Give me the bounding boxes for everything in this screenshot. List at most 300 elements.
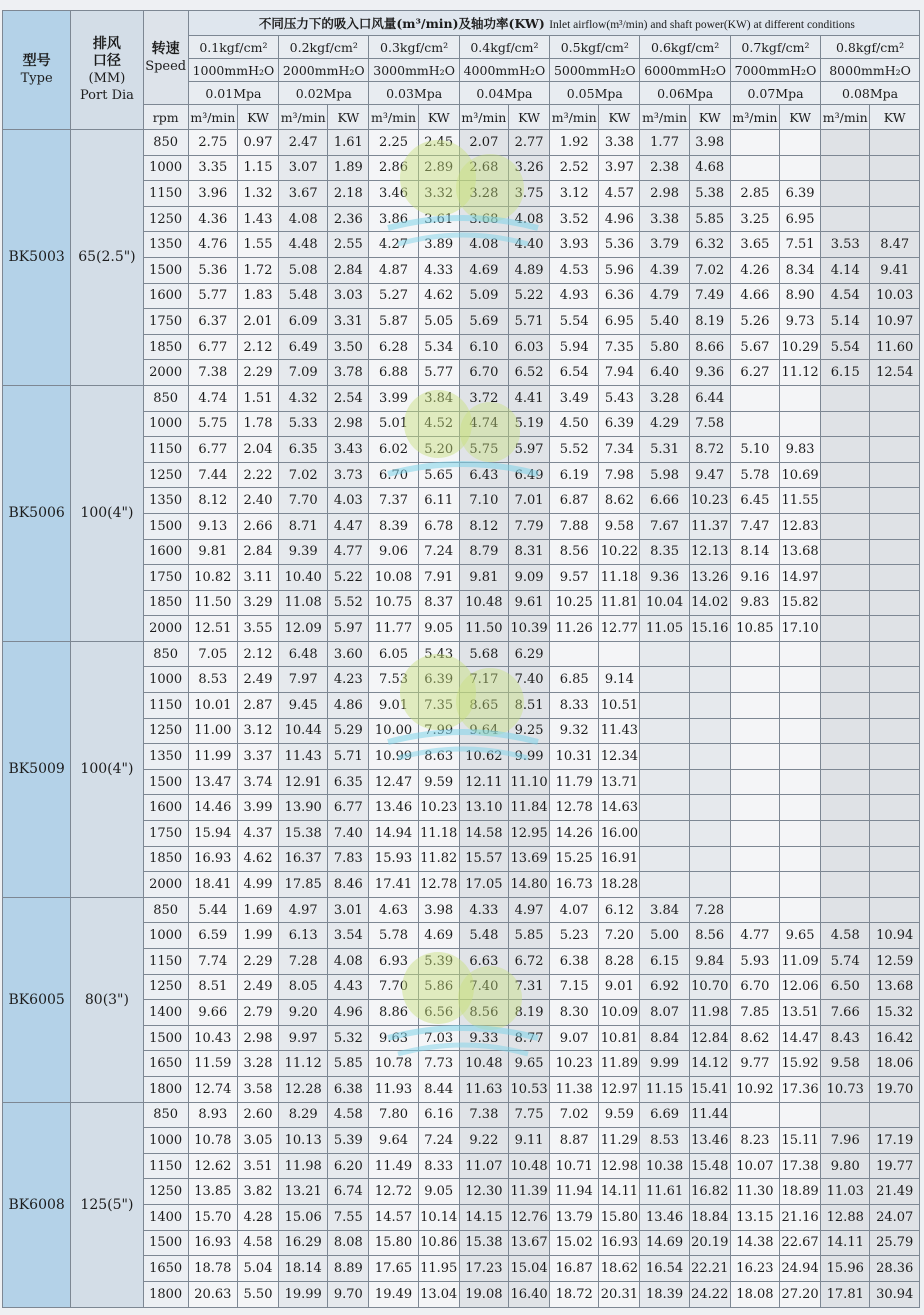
power-cell: 5.71 — [508, 309, 549, 335]
airflow-cell: 15.57 — [459, 846, 508, 872]
power-cell: 11.18 — [599, 565, 640, 591]
power-cell — [689, 693, 730, 719]
power-cell: 6.16 — [418, 1102, 459, 1128]
airflow-cell: 9.01 — [369, 693, 418, 719]
airflow-cell: 6.19 — [550, 462, 599, 488]
power-cell: 10.48 — [508, 1153, 549, 1179]
airflow-cell: 9.63 — [369, 1025, 418, 1051]
speed-cell: 1400 — [143, 1204, 188, 1230]
airflow-cell: 5.08 — [279, 257, 328, 283]
pressure-mmh2o-header: 5000mmH₂O — [550, 59, 640, 82]
airflow-cell: 5.80 — [640, 334, 689, 360]
power-cell: 4.62 — [418, 283, 459, 309]
power-cell: 5.52 — [328, 590, 369, 616]
airflow-cell: 4.08 — [459, 232, 508, 258]
airflow-cell: 7.53 — [369, 667, 418, 693]
airflow-cell: 15.38 — [459, 1230, 508, 1256]
airflow-cell — [730, 744, 779, 770]
airflow-cell: 6.63 — [459, 949, 508, 975]
pressure-mpa-header: 0.02Mpa — [279, 82, 369, 105]
airflow-cell: 5.48 — [279, 283, 328, 309]
power-cell: 10.39 — [508, 616, 549, 642]
airflow-cell: 3.96 — [188, 181, 237, 207]
airflow-cell: 8.87 — [550, 1128, 599, 1154]
airflow-cell: 9.64 — [369, 1128, 418, 1154]
port-header — [71, 11, 143, 130]
power-cell: 9.14 — [599, 667, 640, 693]
airflow-cell: 8.35 — [640, 539, 689, 565]
power-cell: 24.94 — [780, 1256, 821, 1282]
power-cell: 3.50 — [328, 334, 369, 360]
power-cell: 9.05 — [418, 616, 459, 642]
power-cell: 9.36 — [689, 360, 730, 386]
airflow-cell — [821, 641, 870, 667]
airflow-cell — [821, 667, 870, 693]
speed-cell: 1250 — [143, 718, 188, 744]
airflow-cell: 11.00 — [188, 718, 237, 744]
airflow-cell: 15.38 — [279, 821, 328, 847]
power-cell: 4.28 — [237, 1204, 278, 1230]
airflow-cell — [821, 539, 870, 565]
power-cell: 7.40 — [508, 667, 549, 693]
power-cell: 5.32 — [328, 1025, 369, 1051]
power-cell: 11.44 — [689, 1102, 730, 1128]
power-cell: 7.35 — [599, 334, 640, 360]
power-cell: 2.12 — [237, 334, 278, 360]
power-cell: 15.41 — [689, 1076, 730, 1102]
type-header-en: Type — [20, 71, 53, 86]
power-cell: 11.43 — [599, 718, 640, 744]
table-row — [3, 385, 920, 411]
power-cell: 3.37 — [237, 744, 278, 770]
airflow-cell: 11.98 — [279, 1153, 328, 1179]
airflow-cell — [640, 667, 689, 693]
power-cell: 9.41 — [870, 257, 920, 283]
airflow-cell: 7.38 — [188, 360, 237, 386]
airflow-cell: 10.48 — [459, 1051, 508, 1077]
airflow-cell: 4.97 — [279, 897, 328, 923]
airflow-cell: 10.92 — [730, 1076, 779, 1102]
power-cell: 5.38 — [689, 181, 730, 207]
airflow-cell: 11.12 — [279, 1051, 328, 1077]
airflow-cell: 13.21 — [279, 1179, 328, 1205]
airflow-cell: 5.10 — [730, 437, 779, 463]
power-cell: 15.48 — [689, 1153, 730, 1179]
airflow-cell: 6.15 — [821, 360, 870, 386]
power-cell: 4.03 — [328, 488, 369, 514]
power-cell — [870, 769, 920, 795]
power-cell: 2.04 — [237, 437, 278, 463]
airflow-cell: 9.13 — [188, 513, 237, 539]
airflow-cell: 9.64 — [459, 718, 508, 744]
airflow-cell: 6.66 — [640, 488, 689, 514]
power-cell: 20.31 — [599, 1281, 640, 1307]
power-cell: 8.90 — [780, 283, 821, 309]
pressure-kgf-header: 0.6kgf/cm² — [640, 36, 730, 59]
power-cell: 14.02 — [689, 590, 730, 616]
airflow-cell: 3.93 — [550, 232, 599, 258]
airflow-cell: 11.79 — [550, 769, 599, 795]
power-cell: 6.11 — [418, 488, 459, 514]
power-cell: 2.84 — [237, 539, 278, 565]
power-cell: 4.08 — [328, 949, 369, 975]
airflow-cell: 7.74 — [188, 949, 237, 975]
airflow-cell: 5.23 — [550, 923, 599, 949]
speed-cell: 2000 — [143, 872, 188, 898]
power-cell: 15.82 — [780, 590, 821, 616]
airflow-cell: 6.85 — [550, 667, 599, 693]
power-cell — [870, 565, 920, 591]
pressure-mmh2o-header: 1000mmH₂O — [188, 59, 278, 82]
port-diameter-cell: 100(4") — [71, 641, 143, 897]
power-cell: 14.47 — [780, 1025, 821, 1051]
airflow-cell: 7.09 — [279, 360, 328, 386]
power-unit-header: KW — [599, 105, 640, 130]
power-cell: 6.20 — [328, 1153, 369, 1179]
airflow-cell: 11.50 — [459, 616, 508, 642]
airflow-cell: 2.75 — [188, 130, 237, 156]
airflow-cell — [640, 846, 689, 872]
power-cell: 11.39 — [508, 1179, 549, 1205]
power-cell: 5.86 — [418, 974, 459, 1000]
airflow-cell: 5.98 — [640, 462, 689, 488]
power-cell: 12.98 — [599, 1153, 640, 1179]
airflow-cell: 4.32 — [279, 385, 328, 411]
airflow-cell: 8.62 — [730, 1025, 779, 1051]
power-cell: 5.43 — [418, 641, 459, 667]
airflow-cell: 3.38 — [640, 206, 689, 232]
airflow-cell: 13.46 — [640, 1204, 689, 1230]
port-diameter-cell: 100(4") — [71, 385, 143, 641]
power-cell: 8.37 — [418, 590, 459, 616]
power-cell: 7.24 — [418, 539, 459, 565]
power-cell: 2.12 — [237, 641, 278, 667]
pressure-kgf-header: 0.4kgf/cm² — [459, 36, 549, 59]
power-cell: 21.49 — [870, 1179, 920, 1205]
airflow-cell: 4.53 — [550, 257, 599, 283]
airflow-cell: 8.23 — [730, 1128, 779, 1154]
speed-cell: 850 — [143, 641, 188, 667]
airflow-cell: 11.93 — [369, 1076, 418, 1102]
power-cell: 7.94 — [599, 360, 640, 386]
airflow-cell: 5.75 — [188, 411, 237, 437]
pressure-mpa-header: 0.01Mpa — [188, 82, 278, 105]
power-cell: 13.69 — [508, 846, 549, 872]
airflow-cell: 5.00 — [640, 923, 689, 949]
power-cell: 3.32 — [418, 181, 459, 207]
power-cell: 11.10 — [508, 769, 549, 795]
power-cell: 5.05 — [418, 309, 459, 335]
airflow-cell: 16.93 — [188, 1230, 237, 1256]
port-header-mm: (MM) — [88, 71, 126, 86]
airflow-cell: 3.65 — [730, 232, 779, 258]
airflow-cell: 5.48 — [459, 923, 508, 949]
power-cell: 4.52 — [418, 411, 459, 437]
power-cell: 11.29 — [599, 1128, 640, 1154]
power-cell: 6.12 — [599, 897, 640, 923]
power-cell: 13.51 — [780, 1000, 821, 1026]
speed-cell: 1400 — [143, 1000, 188, 1026]
power-cell: 4.97 — [508, 897, 549, 923]
airflow-cell — [730, 872, 779, 898]
airflow-cell: 11.03 — [821, 1179, 870, 1205]
power-cell — [689, 718, 730, 744]
airflow-cell: 9.81 — [188, 539, 237, 565]
flow-unit-header: m³/min — [279, 105, 328, 130]
airflow-cell: 7.70 — [369, 974, 418, 1000]
airflow-cell: 11.59 — [188, 1051, 237, 1077]
power-cell: 10.29 — [780, 334, 821, 360]
airflow-cell: 10.44 — [279, 718, 328, 744]
airflow-cell: 17.65 — [369, 1256, 418, 1282]
power-cell: 7.99 — [418, 718, 459, 744]
airflow-cell: 2.25 — [369, 130, 418, 156]
airflow-cell — [821, 718, 870, 744]
power-cell: 17.19 — [870, 1128, 920, 1154]
airflow-cell: 4.79 — [640, 283, 689, 309]
power-cell: 11.37 — [689, 513, 730, 539]
power-cell: 13.67 — [508, 1230, 549, 1256]
power-cell: 11.12 — [780, 360, 821, 386]
speed-cell: 1000 — [143, 923, 188, 949]
pressure-mpa-header: 0.04Mpa — [459, 82, 549, 105]
power-cell — [870, 462, 920, 488]
airflow-cell: 6.40 — [640, 360, 689, 386]
power-cell — [780, 846, 821, 872]
power-cell — [780, 718, 821, 744]
airflow-cell: 3.28 — [640, 385, 689, 411]
airflow-cell: 7.67 — [640, 513, 689, 539]
power-cell: 3.54 — [328, 923, 369, 949]
power-cell: 4.96 — [328, 1000, 369, 1026]
airflow-cell: 8.29 — [279, 1102, 328, 1128]
airflow-cell: 5.14 — [821, 309, 870, 335]
power-cell: 7.83 — [328, 846, 369, 872]
power-cell — [870, 181, 920, 207]
power-cell: 2.55 — [328, 232, 369, 258]
power-cell: 2.66 — [237, 513, 278, 539]
airflow-cell — [730, 411, 779, 437]
speed-cell: 1250 — [143, 974, 188, 1000]
power-cell: 4.37 — [237, 821, 278, 847]
airflow-cell: 2.98 — [640, 181, 689, 207]
airflow-cell: 6.77 — [188, 334, 237, 360]
flow-unit-header: m³/min — [369, 105, 418, 130]
table-row — [3, 1102, 920, 1128]
airflow-cell: 8.71 — [279, 513, 328, 539]
airflow-cell: 10.71 — [550, 1153, 599, 1179]
airflow-cell: 7.40 — [459, 974, 508, 1000]
power-cell: 5.65 — [418, 462, 459, 488]
airflow-cell: 11.08 — [279, 590, 328, 616]
airflow-cell: 9.77 — [730, 1051, 779, 1077]
power-cell: 3.03 — [328, 283, 369, 309]
power-cell — [689, 667, 730, 693]
airflow-cell: 6.70 — [459, 360, 508, 386]
speed-cell: 1150 — [143, 181, 188, 207]
power-cell: 6.49 — [508, 462, 549, 488]
power-cell: 22.67 — [780, 1230, 821, 1256]
power-cell: 14.97 — [780, 565, 821, 591]
power-cell: 24.07 — [870, 1204, 920, 1230]
power-cell: 4.99 — [237, 872, 278, 898]
power-cell: 6.95 — [599, 309, 640, 335]
airflow-cell: 5.31 — [640, 437, 689, 463]
power-cell: 11.84 — [508, 795, 549, 821]
airflow-cell: 2.07 — [459, 130, 508, 156]
power-cell: 16.91 — [599, 846, 640, 872]
power-cell: 10.70 — [689, 974, 730, 1000]
port-header-cn: 排风口径 — [92, 36, 121, 69]
power-cell: 9.73 — [780, 309, 821, 335]
power-cell: 17.38 — [780, 1153, 821, 1179]
power-cell: 12.84 — [689, 1025, 730, 1051]
airflow-cell: 16.73 — [550, 872, 599, 898]
power-cell — [780, 411, 821, 437]
table-body — [3, 130, 920, 1308]
power-cell: 13.46 — [689, 1128, 730, 1154]
model-type-cell: BK6005 — [3, 897, 71, 1102]
power-cell: 19.70 — [870, 1076, 920, 1102]
airflow-cell: 7.38 — [459, 1102, 508, 1128]
airflow-cell: 6.09 — [279, 309, 328, 335]
power-cell: 4.86 — [328, 693, 369, 719]
power-cell: 8.31 — [508, 539, 549, 565]
power-cell: 5.96 — [599, 257, 640, 283]
power-cell: 15.32 — [870, 1000, 920, 1026]
airflow-cell: 7.44 — [188, 462, 237, 488]
power-cell: 7.51 — [780, 232, 821, 258]
power-cell: 8.56 — [689, 923, 730, 949]
power-cell: 7.24 — [418, 1128, 459, 1154]
power-cell: 6.72 — [508, 949, 549, 975]
power-cell: 9.47 — [689, 462, 730, 488]
power-cell: 7.73 — [418, 1051, 459, 1077]
airflow-cell: 13.46 — [369, 795, 418, 821]
airflow-cell: 18.78 — [188, 1256, 237, 1282]
power-cell: 2.40 — [237, 488, 278, 514]
airflow-cell: 6.15 — [640, 949, 689, 975]
power-cell: 10.86 — [418, 1230, 459, 1256]
pressure-kgf-header: 0.1kgf/cm² — [188, 36, 278, 59]
power-cell: 5.97 — [328, 616, 369, 642]
power-cell: 7.28 — [689, 897, 730, 923]
power-cell — [870, 821, 920, 847]
airflow-cell: 3.68 — [459, 206, 508, 232]
power-cell: 11.81 — [599, 590, 640, 616]
table-row — [3, 641, 920, 667]
power-cell — [870, 795, 920, 821]
airflow-cell: 5.52 — [550, 437, 599, 463]
power-cell — [870, 616, 920, 642]
airflow-cell: 9.66 — [188, 1000, 237, 1026]
airflow-cell: 5.78 — [369, 923, 418, 949]
airflow-cell: 5.78 — [730, 462, 779, 488]
airflow-cell — [640, 641, 689, 667]
model-type-cell: BK6008 — [3, 1102, 71, 1307]
power-cell: 1.89 — [328, 155, 369, 181]
power-cell — [870, 155, 920, 181]
power-cell — [689, 795, 730, 821]
airflow-cell: 7.17 — [459, 667, 508, 693]
power-cell: 18.89 — [780, 1179, 821, 1205]
airflow-cell: 7.88 — [550, 513, 599, 539]
airflow-cell: 8.14 — [730, 539, 779, 565]
power-cell — [870, 385, 920, 411]
power-cell: 9.59 — [599, 1102, 640, 1128]
airflow-cell: 14.57 — [369, 1204, 418, 1230]
power-cell: 9.70 — [328, 1281, 369, 1307]
power-cell: 18.62 — [599, 1256, 640, 1282]
power-cell: 8.19 — [689, 309, 730, 335]
airflow-cell: 4.74 — [459, 411, 508, 437]
power-cell: 1.72 — [237, 257, 278, 283]
power-cell: 1.51 — [237, 385, 278, 411]
speed-cell: 1800 — [143, 1076, 188, 1102]
speed-header — [143, 11, 188, 105]
airflow-cell: 7.96 — [821, 1128, 870, 1154]
power-cell: 12.54 — [870, 360, 920, 386]
airflow-cell: 6.69 — [640, 1102, 689, 1128]
power-cell: 2.22 — [237, 462, 278, 488]
power-cell: 9.11 — [508, 1128, 549, 1154]
airflow-cell: 14.69 — [640, 1230, 689, 1256]
airflow-cell: 9.36 — [640, 565, 689, 591]
airflow-cell: 4.08 — [279, 206, 328, 232]
airflow-cell: 16.29 — [279, 1230, 328, 1256]
port-diameter-cell: 80(3") — [71, 897, 143, 1102]
power-cell: 10.09 — [599, 1000, 640, 1026]
power-cell — [780, 795, 821, 821]
airflow-cell: 5.54 — [550, 309, 599, 335]
port-diameter-cell: 125(5") — [71, 1102, 143, 1307]
table-header — [3, 11, 920, 130]
power-cell — [780, 385, 821, 411]
conditions-title — [188, 11, 919, 36]
speed-cell: 1650 — [143, 1051, 188, 1077]
power-cell: 6.56 — [418, 1000, 459, 1026]
airflow-cell: 8.56 — [459, 1000, 508, 1026]
airflow-cell: 5.69 — [459, 309, 508, 335]
speed-cell: 2000 — [143, 360, 188, 386]
airflow-cell: 12.62 — [188, 1153, 237, 1179]
power-cell: 4.40 — [508, 232, 549, 258]
airflow-cell: 16.54 — [640, 1256, 689, 1282]
power-cell: 5.50 — [237, 1281, 278, 1307]
airflow-cell: 8.93 — [188, 1102, 237, 1128]
airflow-cell: 1.92 — [550, 130, 599, 156]
power-cell: 1.78 — [237, 411, 278, 437]
power-cell: 12.13 — [689, 539, 730, 565]
airflow-cell: 11.30 — [730, 1179, 779, 1205]
speed-cell: 1500 — [143, 257, 188, 283]
conditions-title-en: Inlet airflow(m³/min) and shaft power(KW) at different conditions — [549, 19, 855, 31]
power-cell: 9.09 — [508, 565, 549, 591]
airflow-cell — [821, 744, 870, 770]
airflow-cell: 7.02 — [279, 462, 328, 488]
airflow-cell: 9.80 — [821, 1153, 870, 1179]
speed-cell: 850 — [143, 130, 188, 156]
power-cell: 13.04 — [418, 1281, 459, 1307]
power-cell — [689, 846, 730, 872]
airflow-cell: 13.90 — [279, 795, 328, 821]
speed-cell: 1350 — [143, 488, 188, 514]
power-cell: 10.53 — [508, 1076, 549, 1102]
airflow-cell: 10.25 — [550, 590, 599, 616]
power-cell — [870, 437, 920, 463]
power-cell: 4.77 — [328, 539, 369, 565]
airflow-cell: 4.77 — [730, 923, 779, 949]
